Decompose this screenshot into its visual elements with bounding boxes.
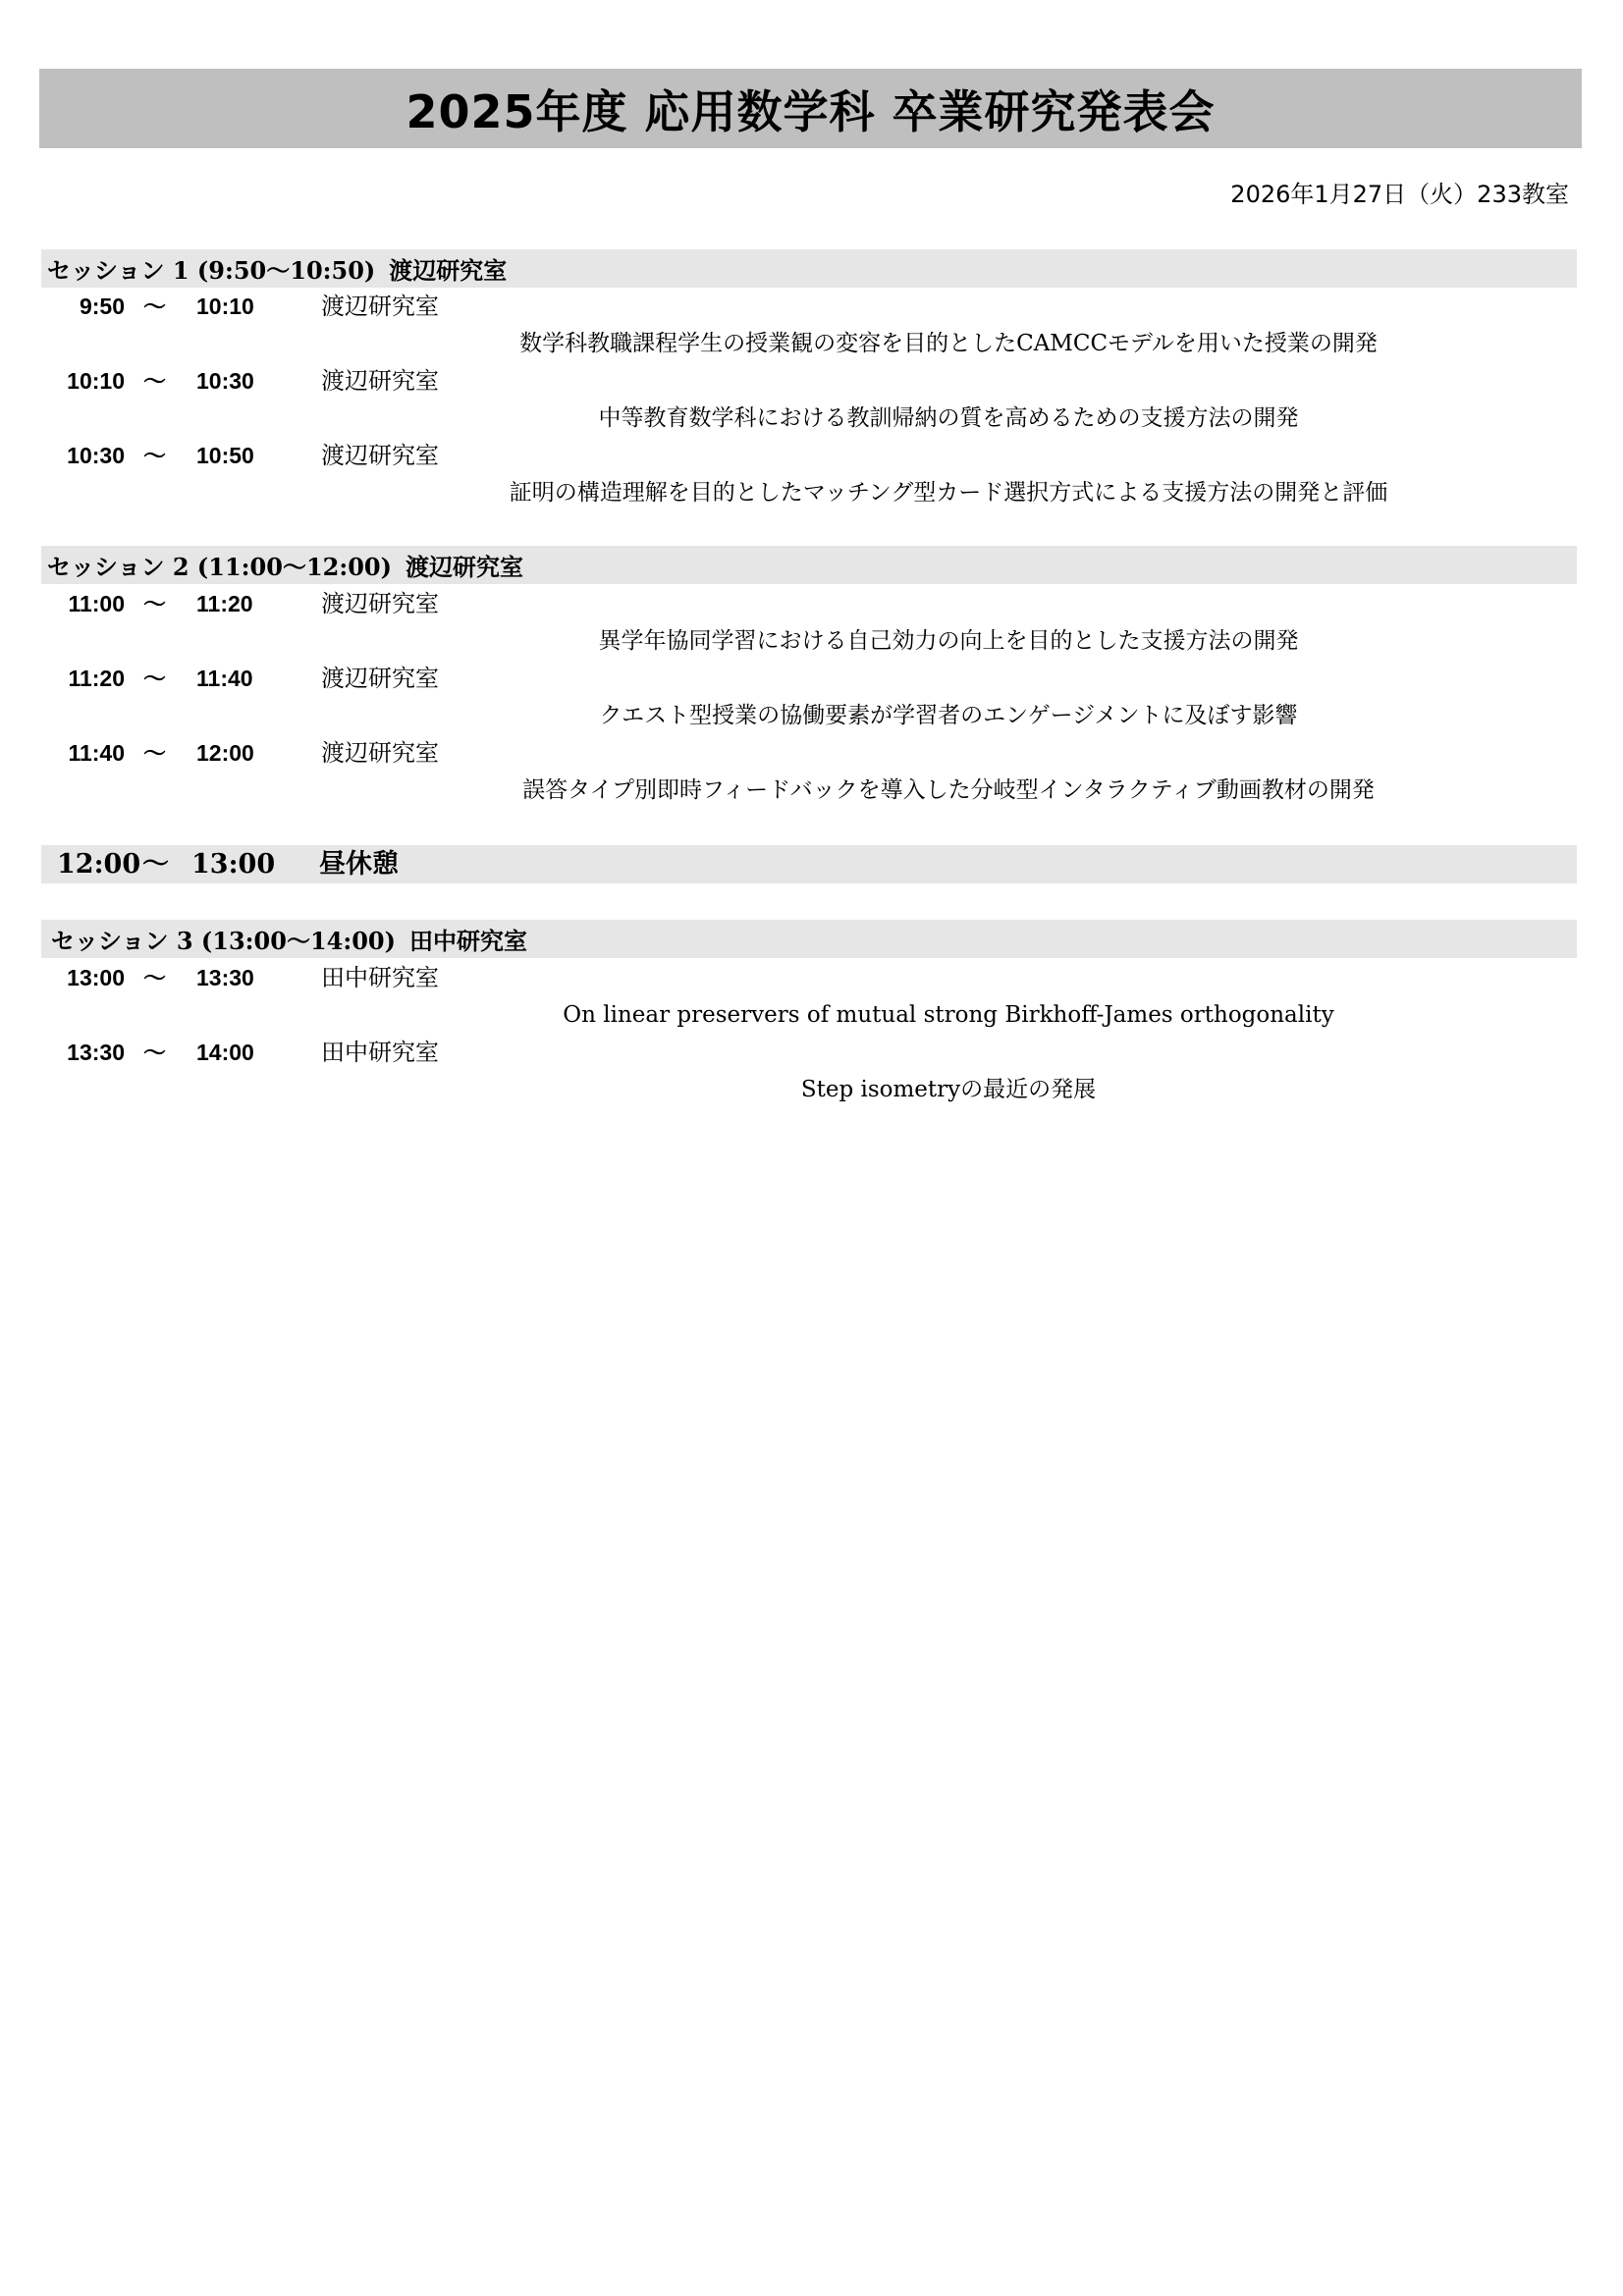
session-header (41, 920, 1577, 958)
session-header (41, 546, 1577, 584)
talk-title: 証明の構造理解を目的としたマッチング型カード選択方式による支援方法の開発と評価 (509, 480, 1388, 506)
talk-lab: 渡辺研究室 (321, 590, 439, 617)
session-lab: 渡辺研究室 (405, 554, 523, 581)
talk-title: 異学年協同学習における自己効力の向上を目的とした支援方法の開発 (598, 628, 1299, 654)
break-label: 昼休憩 (319, 849, 399, 880)
talk-row (0, 734, 1623, 809)
talk-row (0, 437, 1623, 511)
talk-end-time: 14:00 (196, 1040, 254, 1065)
talk-tilde: 〜 (143, 1040, 166, 1065)
talk-start-time: 11:40 (68, 740, 125, 766)
talk-title: クエスト型授業の協働要素が学習者のエンゲージメントに及ぼす影響 (599, 703, 1298, 728)
talk-lab: 渡辺研究室 (321, 442, 439, 469)
talk-start-time: 11:00 (68, 591, 125, 616)
talk-title: 誤答タイプ別即時フィードバックを導入した分岐型インタラクティブ動画教材の開発 (522, 777, 1375, 803)
title-bar (39, 69, 1582, 148)
break-start-time: 12:00 (57, 849, 141, 880)
lunch-break-row (41, 845, 1577, 883)
talk-tilde: 〜 (143, 591, 166, 616)
talk-title: Step isometryの最近の発展 (800, 1077, 1097, 1102)
talk-lab: 渡辺研究室 (321, 367, 439, 395)
talk-lab: 田中研究室 (321, 1039, 439, 1066)
talk-lab: 渡辺研究室 (321, 293, 439, 320)
talk-start-time: 11:20 (68, 666, 125, 691)
talk-lab: 田中研究室 (321, 964, 439, 991)
talk-end-time: 11:40 (196, 666, 253, 691)
talk-tilde: 〜 (143, 294, 166, 319)
talk-row (0, 1034, 1623, 1108)
talk-end-time: 12:00 (196, 740, 254, 766)
session-title: セッション 1 (9:50〜10:50) (47, 256, 376, 285)
talk-start-time: 10:10 (67, 368, 125, 394)
talk-title: On linear preservers of mutual strong Birkhoff-James orthogonality (563, 1002, 1334, 1028)
date-location: 2026年1月27日（火）233教室 (1230, 181, 1569, 208)
break-tilde: 〜 (142, 849, 169, 880)
talk-start-time: 13:30 (67, 1040, 125, 1065)
talk-lab: 渡辺研究室 (321, 665, 439, 692)
talk-end-time: 10:10 (196, 294, 254, 319)
talk-title: 中等教育数学科における教訓帰納の質を高めるための支援方法の開発 (598, 405, 1299, 431)
talk-row (0, 585, 1623, 660)
session-title: セッション 3 (13:00〜14:00) (51, 927, 396, 955)
talk-row (0, 959, 1623, 1034)
session-lab: 田中研究室 (408, 928, 527, 955)
talk-row (0, 362, 1623, 437)
talk-start-time: 9:50 (79, 294, 125, 319)
talk-end-time: 13:30 (196, 965, 254, 990)
break-end-time: 13:00 (191, 849, 276, 880)
talk-end-time: 11:20 (196, 591, 253, 616)
talk-end-time: 10:50 (196, 443, 254, 468)
talk-tilde: 〜 (143, 740, 166, 766)
session-lab: 渡辺研究室 (389, 257, 508, 285)
talk-start-time: 10:30 (67, 443, 125, 468)
talk-start-time: 13:00 (67, 965, 125, 990)
talk-title: 数学科教職課程学生の授業観の変容を目的としたCAMCCモデルを用いた授業の開発 (519, 331, 1378, 356)
document-title: 2025年度 応用数学科 卒業研究発表会 (406, 84, 1216, 138)
talk-tilde: 〜 (143, 666, 166, 691)
talk-row (0, 660, 1623, 734)
talk-end-time: 10:30 (196, 368, 254, 394)
talk-tilde: 〜 (143, 443, 166, 468)
talk-tilde: 〜 (143, 368, 166, 394)
talk-lab: 渡辺研究室 (321, 739, 439, 767)
talk-tilde: 〜 (143, 965, 166, 990)
talk-row (0, 288, 1623, 362)
session-header (41, 249, 1577, 288)
session-title: セッション 2 (11:00〜12:00) (47, 553, 392, 581)
